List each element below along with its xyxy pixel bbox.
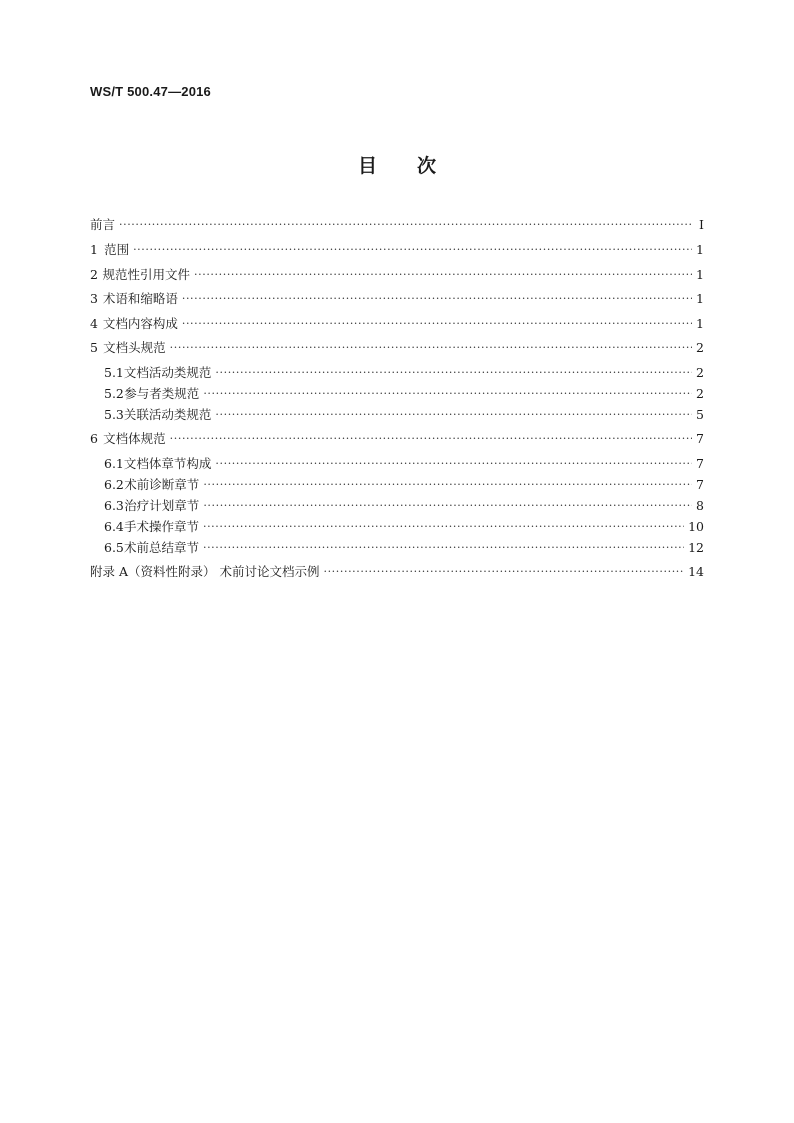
standard-code: WS/T 500.47—2016 (90, 84, 211, 99)
title-char-1: 目 (357, 155, 377, 177)
toc-entry-3[interactable] (90, 289, 704, 309)
toc-number: 6.5 (104, 540, 124, 555)
dot-leader (194, 265, 692, 285)
toc-number: 6.2 (104, 477, 124, 492)
toc-label: 手术操作章节 (123, 519, 199, 534)
toc-label: 范围 (104, 242, 130, 257)
toc-page: 7 (696, 456, 704, 471)
toc-label: 文档内容构成 (102, 316, 178, 331)
toc-entry-6-5[interactable] (104, 538, 704, 558)
toc-label: 参与者类规范 (124, 386, 200, 401)
toc-page: 1 (696, 316, 704, 331)
toc-label: 术前诊断章节 (124, 477, 200, 492)
toc-entry-appendix-a[interactable] (90, 562, 704, 582)
dot-leader (215, 363, 692, 383)
toc-page: 10 (688, 519, 704, 534)
toc-page: 8 (696, 498, 704, 513)
toc-number: 6.1 (104, 456, 124, 471)
dot-leader (182, 314, 692, 334)
toc-entry-2[interactable] (90, 265, 704, 285)
toc-entry-5-1[interactable] (104, 363, 704, 383)
dot-leader (133, 240, 692, 260)
toc-number: 5.1 (104, 365, 124, 380)
toc-number: 6.3 (104, 498, 124, 513)
toc-label: 前言 (90, 217, 116, 232)
toc-number: 2 (90, 267, 98, 282)
toc-entry-6-4[interactable] (104, 517, 704, 537)
toc-label: 文档活动类规范 (123, 365, 212, 380)
toc-entry-6-2[interactable] (104, 475, 704, 495)
toc-number: 3 (90, 291, 98, 306)
toc-entry-1[interactable] (90, 240, 704, 260)
dot-leader (203, 475, 692, 495)
toc-number: 5 (90, 340, 98, 355)
toc-page: 2 (696, 386, 704, 401)
toc-number: 6 (90, 431, 98, 446)
toc-entry-5[interactable] (90, 338, 704, 358)
toc-page: 1 (696, 242, 704, 257)
toc-number: 4 (90, 316, 98, 331)
toc-page: 7 (696, 477, 704, 492)
dot-leader (203, 517, 684, 537)
toc-label: 术语和缩略语 (102, 291, 178, 306)
toc-label: 附录 A（资料性附录） 术前讨论文档示例 (90, 564, 320, 579)
toc-number: 6.4 (104, 519, 124, 534)
toc-entry-preface[interactable] (90, 215, 704, 235)
toc-number: 5.3 (104, 407, 124, 422)
toc-number: 5.2 (104, 386, 124, 401)
dot-leader (119, 215, 692, 235)
toc-label: 文档体规范 (103, 431, 166, 446)
toc-page: 2 (696, 340, 704, 355)
dot-leader (215, 454, 692, 474)
dot-leader (203, 496, 692, 516)
page-title (0, 151, 794, 178)
toc-page: 1 (696, 267, 704, 282)
dot-leader (323, 562, 684, 582)
toc-entry-6-1[interactable] (104, 454, 704, 474)
toc-label: 文档头规范 (103, 340, 166, 355)
dot-leader (182, 289, 692, 309)
toc-label: 治疗计划章节 (124, 498, 200, 513)
toc-entry-5-2[interactable] (104, 384, 704, 404)
toc-entry-5-3[interactable] (104, 405, 704, 425)
toc-page: 2 (696, 365, 704, 380)
dot-leader (170, 338, 692, 358)
title-char-2: 次 (417, 155, 437, 177)
toc-page: 14 (688, 564, 704, 579)
toc-page: 7 (696, 431, 704, 446)
toc-entry-6-3[interactable] (104, 496, 704, 516)
toc-label: 文档体章节构成 (123, 456, 212, 471)
toc-entry-4[interactable] (90, 314, 704, 334)
toc-page: I (699, 217, 704, 232)
dot-leader (203, 538, 684, 558)
toc-page: 1 (696, 291, 704, 306)
toc-page: 12 (688, 540, 704, 555)
toc-label: 术前总结章节 (123, 540, 199, 555)
dot-leader (170, 429, 692, 449)
toc-page: 5 (696, 407, 704, 422)
toc-label: 规范性引用文件 (102, 267, 191, 282)
toc-number: 1 (90, 242, 98, 257)
dot-leader (215, 405, 692, 425)
toc-entry-6[interactable] (90, 429, 704, 449)
toc-label: 关联活动类规范 (123, 407, 212, 422)
dot-leader (203, 384, 692, 404)
